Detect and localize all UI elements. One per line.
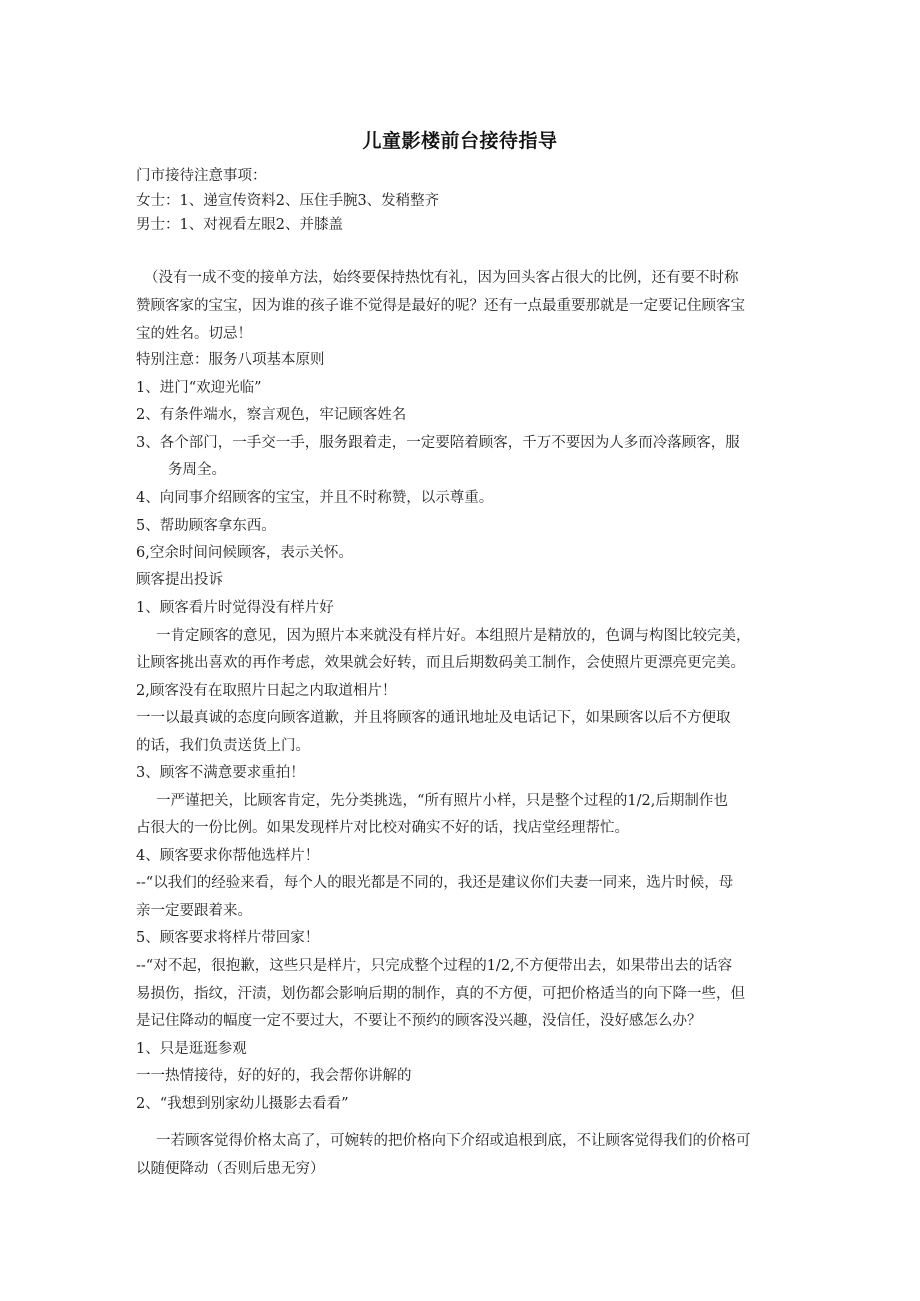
text-line: 6,空余时间问候顾客，表示关怀。	[136, 545, 353, 561]
text-line: 2、有条件端水，察言观色，牢记顾客姓名	[136, 407, 407, 423]
text-line: 一一热情接待，好的好的，我会帮你讲解的	[136, 1068, 412, 1084]
text-line: --“以我们的经验来看，每个人的眼光都是不同的，我还是建议你们夫妻一同来，选片时候，母	[136, 875, 734, 891]
text-line: 1、顾客看片时觉得没有样片好	[136, 600, 334, 616]
text-line: 务周全。	[168, 462, 226, 478]
text-line: 1、只是逛逛参观	[136, 1041, 247, 1057]
text-line: 以随便降动（否则后患无穷）	[136, 1161, 325, 1177]
text-line: 5、帮助顾客拿东西。	[136, 518, 276, 534]
section-heading: 顾客提出投诉	[136, 572, 223, 588]
text-line: 4、顾客要求你帮他选样片！	[136, 848, 320, 864]
text-line: 是记住降动的幅度一定不要过大，不要让不预约的顾客没兴趣，没信任，没好感怎么办？	[136, 1013, 702, 1029]
text-line: 2,顾客没有在取照片日起之内取道相片！	[136, 683, 397, 699]
text-line: --“对不起，很抱歉，这些只是样片，只完成整个过程的1/2,不方便带出去，如果带出去的话容	[136, 958, 733, 974]
text-line: 1、进门“欢迎光临”	[136, 380, 262, 396]
text-line: 易损伤，指纹，汗渍，划伤都会影响后期的制作，真的不方便，可把价格适当的向下降一些，但	[136, 986, 745, 1002]
text-line: 4、向同事介绍顾客的宝宝，并且不时称赞，以示尊重。	[136, 490, 494, 506]
text-line: 女士：1、递宣传资料2、压住手腕3、发稍整齐	[136, 193, 440, 209]
text-line: 占很大的一份比例。如果发现样片对比校对确实不好的话，找店堂经理帮忙。	[136, 820, 629, 836]
text-line: （没有一成不变的接单方法，始终要保持热忱有礼，因为回头客占很大的比例，还有要不时称	[144, 270, 739, 286]
text-line: 让顾客挑出喜欢的再作考虑，效果就会好转，而且后期数码美工制作，会使照片更漂亮更完美。	[136, 655, 745, 671]
text-line: 宝的姓名。切忌！	[136, 326, 252, 342]
text-line: 一一以最真诚的态度向顾客道歉，并且将顾客的通讯地址及电话记下，如果顾客以后不方便取	[136, 710, 731, 726]
text-line: 特别注意：服务八项基本原则	[136, 352, 325, 368]
text-line: 的话，我们负责送货上门。	[136, 738, 310, 754]
text-line: 3、顾客不满意要求重拍！	[136, 765, 305, 781]
text-line: 一严谨把关，比顾客肯定，先分类挑选，“所有照片小样，只是整个过程的1/2,后期制作也	[156, 793, 728, 809]
text-line: 3、各个部门，一手交一手，服务跟着走，一定要陪着顾客，千万不要因为人多而冷落顾客，服	[136, 435, 740, 451]
text-line: 2、“我想到别家幼儿摄影去看看”	[136, 1096, 349, 1112]
text-line: 一若顾客觉得价格太高了，可婉转的把价格向下介绍或追根到底，不让顾客觉得我们的价格可	[156, 1133, 751, 1149]
text-line: 男士：1、对视看左眼2、并膝盖	[136, 217, 343, 233]
text-line: 赞顾客家的宝宝，因为谁的孩子谁不觉得是最好的呢？还有一点最重要那就是一定要记住顾客宝	[136, 298, 745, 314]
text-line: 门市接待注意事项：	[136, 168, 267, 184]
text-line: 5、顾客要求将样片带回家！	[136, 930, 320, 946]
document-title: 儿童影楼前台接待指导	[362, 130, 558, 152]
text-line: 一肯定顾客的意见，因为照片本来就没有样片好。本组照片是精放的，色调与构图比较完美，	[156, 628, 751, 644]
text-line: 亲一定要跟着来。	[136, 903, 252, 919]
